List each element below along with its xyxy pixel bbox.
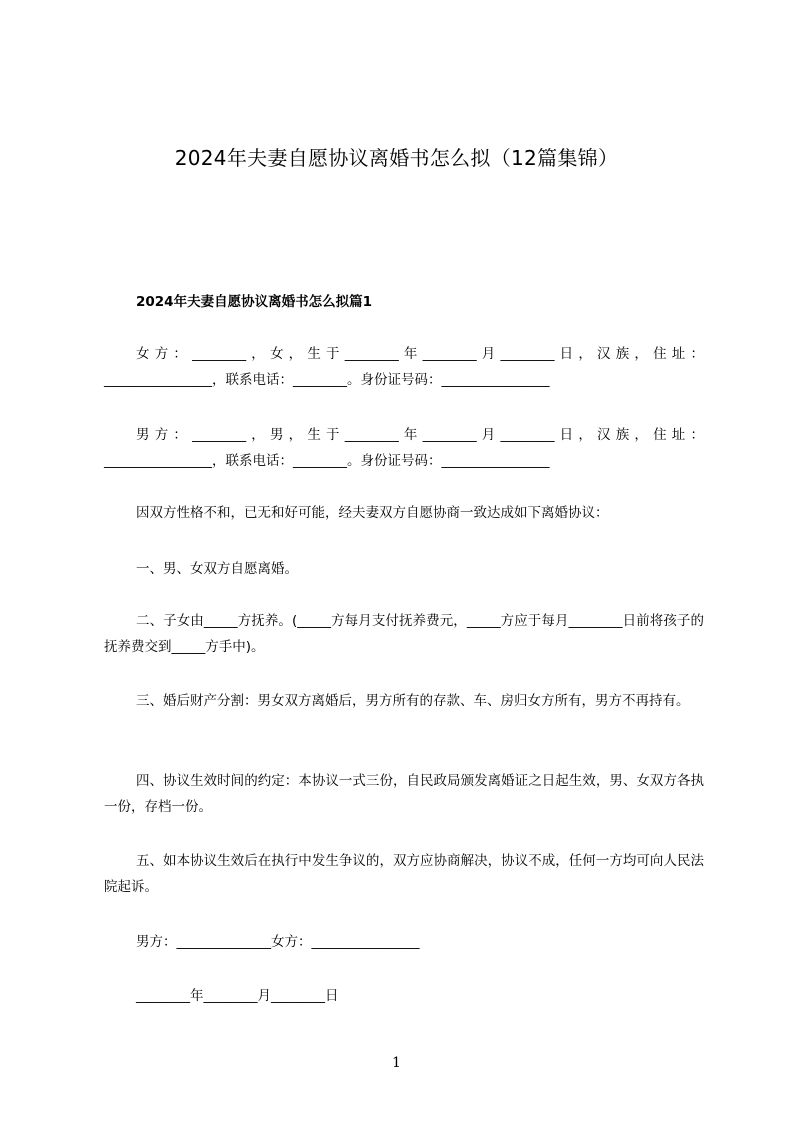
- paragraph-clause-3: 三、婚后财产分割：男女双方离婚后，男方所有的存款、车、房归女方所有，男方不再持有。: [136, 693, 690, 709]
- signature-line: 男方：______________女方：________________: [136, 934, 420, 950]
- page-number: 1: [392, 1055, 401, 1071]
- paragraph-clause-5: 五、如本协议生效后在执行中发生争议的，双方应协商解决，协议不成，任何一方均可向人民法院起诉。: [104, 853, 704, 895]
- section-heading: 2024年夫妻自愿协议离婚书怎么拟篇1: [136, 294, 372, 310]
- paragraph-clause-4: 四、协议生效时间的约定：本协议一式三份，自民政局颁发离婚证之日起生效，男、女双方各执一份，存档一份。: [104, 773, 704, 815]
- paragraph-wife-info: 女方：________，女，生于________年________月________日，汉族，住址：________________，联系电话：________。身份证号码：________________: [104, 346, 704, 388]
- paragraph-clause-1: 一、男、女双方自愿离婚。: [136, 561, 298, 577]
- paragraph-husband-info: 男方：________，男，生于________年________月________日，汉族，住址：________________，联系电话：________。身份证号码：________________: [104, 427, 704, 469]
- document-title: 2024年夫妻自愿协议离婚书怎么拟（12篇集锦）: [174, 146, 619, 170]
- paragraph-clause-2: 二、子女由_____方抚养。(_____方每月支付抚养费元，_____方应于每月________日前将孩子的抚养费交到_____方手中)。: [104, 613, 704, 655]
- paragraph-preamble: 因双方性格不和，已无和好可能，经夫妻双方自愿协商一致达成如下离婚协议：: [136, 505, 609, 521]
- date-line: ________年________月________日: [136, 988, 339, 1004]
